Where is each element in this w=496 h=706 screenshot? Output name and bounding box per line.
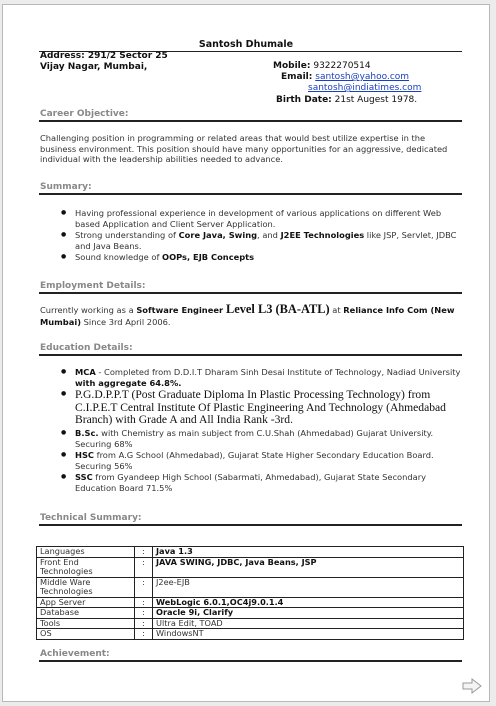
technical-summary-body (37, 547, 464, 640)
tech-label: OS (37, 629, 135, 640)
summary-item (61, 208, 461, 229)
summary-text: Sound knowledge of (75, 252, 163, 263)
tech-label: App Server (37, 597, 135, 608)
tech-value: WebLogic 6.0.1,OC4j9.0.1.4 (153, 597, 464, 608)
next-page-arrow-icon[interactable] (462, 678, 482, 694)
education-item (61, 389, 461, 427)
pg-diploma-text: P.G.D.P.P.T (Post Graduate Diploma In Plastic Processing Technology) from C.I.P.E.T Central Institute Of Plastic Engineering And Technology (Ahmedabad Branch) with Grade A and All India Rank -3rd. (75, 388, 446, 427)
tech-row (37, 618, 464, 629)
section-technical-title: Technical Summary: (40, 513, 142, 523)
employment-level: Level L3 (BA-ATL) (225, 302, 330, 316)
tech-separator: : (135, 547, 153, 558)
section-technical-rule (39, 524, 462, 526)
email-link-1[interactable]: santosh@yahoo.com (315, 72, 410, 82)
tech-value: Ultra Edit, TOAD (153, 618, 464, 629)
summary-item-text: Having professional experience in development of various applications on different Web based Application and Client Server Application. (75, 208, 442, 229)
tech-label: Front End Technologies (37, 557, 135, 577)
degree-detail: from A.G School (Ahmedabad), Gujarat State Higher Secondary Education Board. Securing 56% (75, 450, 434, 471)
email-link-2[interactable]: santosh@indiatimes.com (308, 83, 422, 93)
section-employment-rule (39, 292, 462, 294)
tech-row (37, 577, 464, 597)
section-career-title: Career Objective: (40, 109, 129, 119)
degree-name: MCA (75, 367, 96, 377)
mobile-info (273, 61, 371, 71)
section-career-rule (39, 120, 462, 122)
degree-detail: with Chemistry as main subject from C.U.Shah (Ahmedabad) Gujarat University. Securing 68% (75, 427, 434, 449)
address-line-2: Vijay Nagar, Mumbai, (40, 62, 148, 72)
employment-title: Software Engineer (136, 305, 226, 315)
summary-item (61, 252, 461, 263)
tech-separator: : (135, 597, 153, 608)
education-item (61, 472, 461, 493)
tech-row (37, 557, 464, 577)
section-education-rule (39, 354, 462, 356)
education-item (61, 428, 461, 449)
tech-value: J2ee-EJB (153, 577, 464, 597)
summary-list (61, 208, 461, 264)
tech-separator: : (135, 577, 153, 597)
email-info (281, 72, 409, 82)
address-line-1: Address: 291/2 Sector 25 (40, 51, 168, 61)
employment-since: Since 3rd April 2006. (80, 317, 171, 327)
section-achievement-rule (39, 660, 462, 662)
tech-label: Database (37, 608, 135, 619)
degree-detail: - Completed from D.D.I.T Dharam Sinh Desai Institute of Technology, Nadiad University (95, 367, 461, 377)
tech-value: Java 1.3 (153, 547, 464, 558)
degree-name: B.Sc. (75, 427, 99, 438)
degree-name: HSC (75, 450, 95, 461)
employment-segment: Currently working as a (40, 305, 137, 315)
mobile-label: Mobile: (273, 61, 311, 71)
degree-detail: from Gyandeep High School (Sabarmati, Ahmedabad), Gujarat State Secondary Education Board 71.5% (75, 472, 427, 493)
summary-text: , and (257, 230, 281, 241)
career-objective-text: Challenging position in programming or related areas that would best utilize expertise in the business environment. This position should have many opportunities for an aggressive, dedicated individual with the leadership abilities needed to advance. (40, 133, 448, 165)
email-info-2 (308, 83, 421, 93)
employment-segment: at (329, 305, 344, 315)
tech-label: Middle Ware Technologies (37, 577, 135, 597)
birth-date: 21st Augest 1978. (334, 95, 418, 105)
tech-row (37, 608, 464, 619)
section-employment-title: Employment Details: (40, 281, 146, 291)
summary-bold: J2EE Technologies (280, 230, 365, 241)
tech-row (37, 597, 464, 608)
tech-value: WindowsNT (153, 629, 464, 640)
tech-label: Tools (37, 618, 135, 629)
section-achievement-title: Achievement: (40, 649, 110, 659)
summary-item (61, 230, 461, 251)
section-summary-rule (39, 193, 462, 195)
mobile-number: 9322270514 (313, 61, 371, 71)
employment-company: Reliance Info Com (New Mumbai) (40, 305, 455, 327)
birth-label: Birth Date: (276, 95, 332, 105)
tech-row (37, 629, 464, 640)
email-label: Email: (281, 72, 313, 82)
summary-text: like JSP, Servlet, JDBC and Java Beans. (75, 230, 457, 251)
resume-page (2, 4, 490, 702)
employment-text (40, 303, 462, 328)
section-summary-title: Summary: (40, 182, 92, 192)
tech-separator: : (135, 629, 153, 640)
tech-label: Languages (37, 547, 135, 558)
education-item (61, 367, 461, 388)
tech-value: JAVA SWING, JDBC, Java Beans, JSP (153, 557, 464, 577)
tech-separator: : (135, 557, 153, 577)
tech-row (37, 547, 464, 558)
tech-separator: : (135, 618, 153, 629)
degree-name: SSC (75, 472, 93, 483)
summary-bold: OOPs, EJB Concepts (162, 252, 255, 263)
tech-separator: : (135, 608, 153, 619)
summary-bold: Core Java, Swing (178, 230, 258, 241)
candidate-name: Santosh Dhumale (198, 39, 294, 50)
technical-summary-table (36, 546, 464, 640)
summary-text: Strong understanding of (75, 230, 179, 241)
degree-aggregate: with aggregate 64.8%. (75, 377, 182, 388)
birth-info (276, 95, 417, 105)
education-list (61, 367, 461, 495)
education-item (61, 450, 461, 471)
tech-value: Oracle 9i, Clarify (153, 608, 464, 619)
section-education-title: Education Details: (40, 343, 133, 353)
